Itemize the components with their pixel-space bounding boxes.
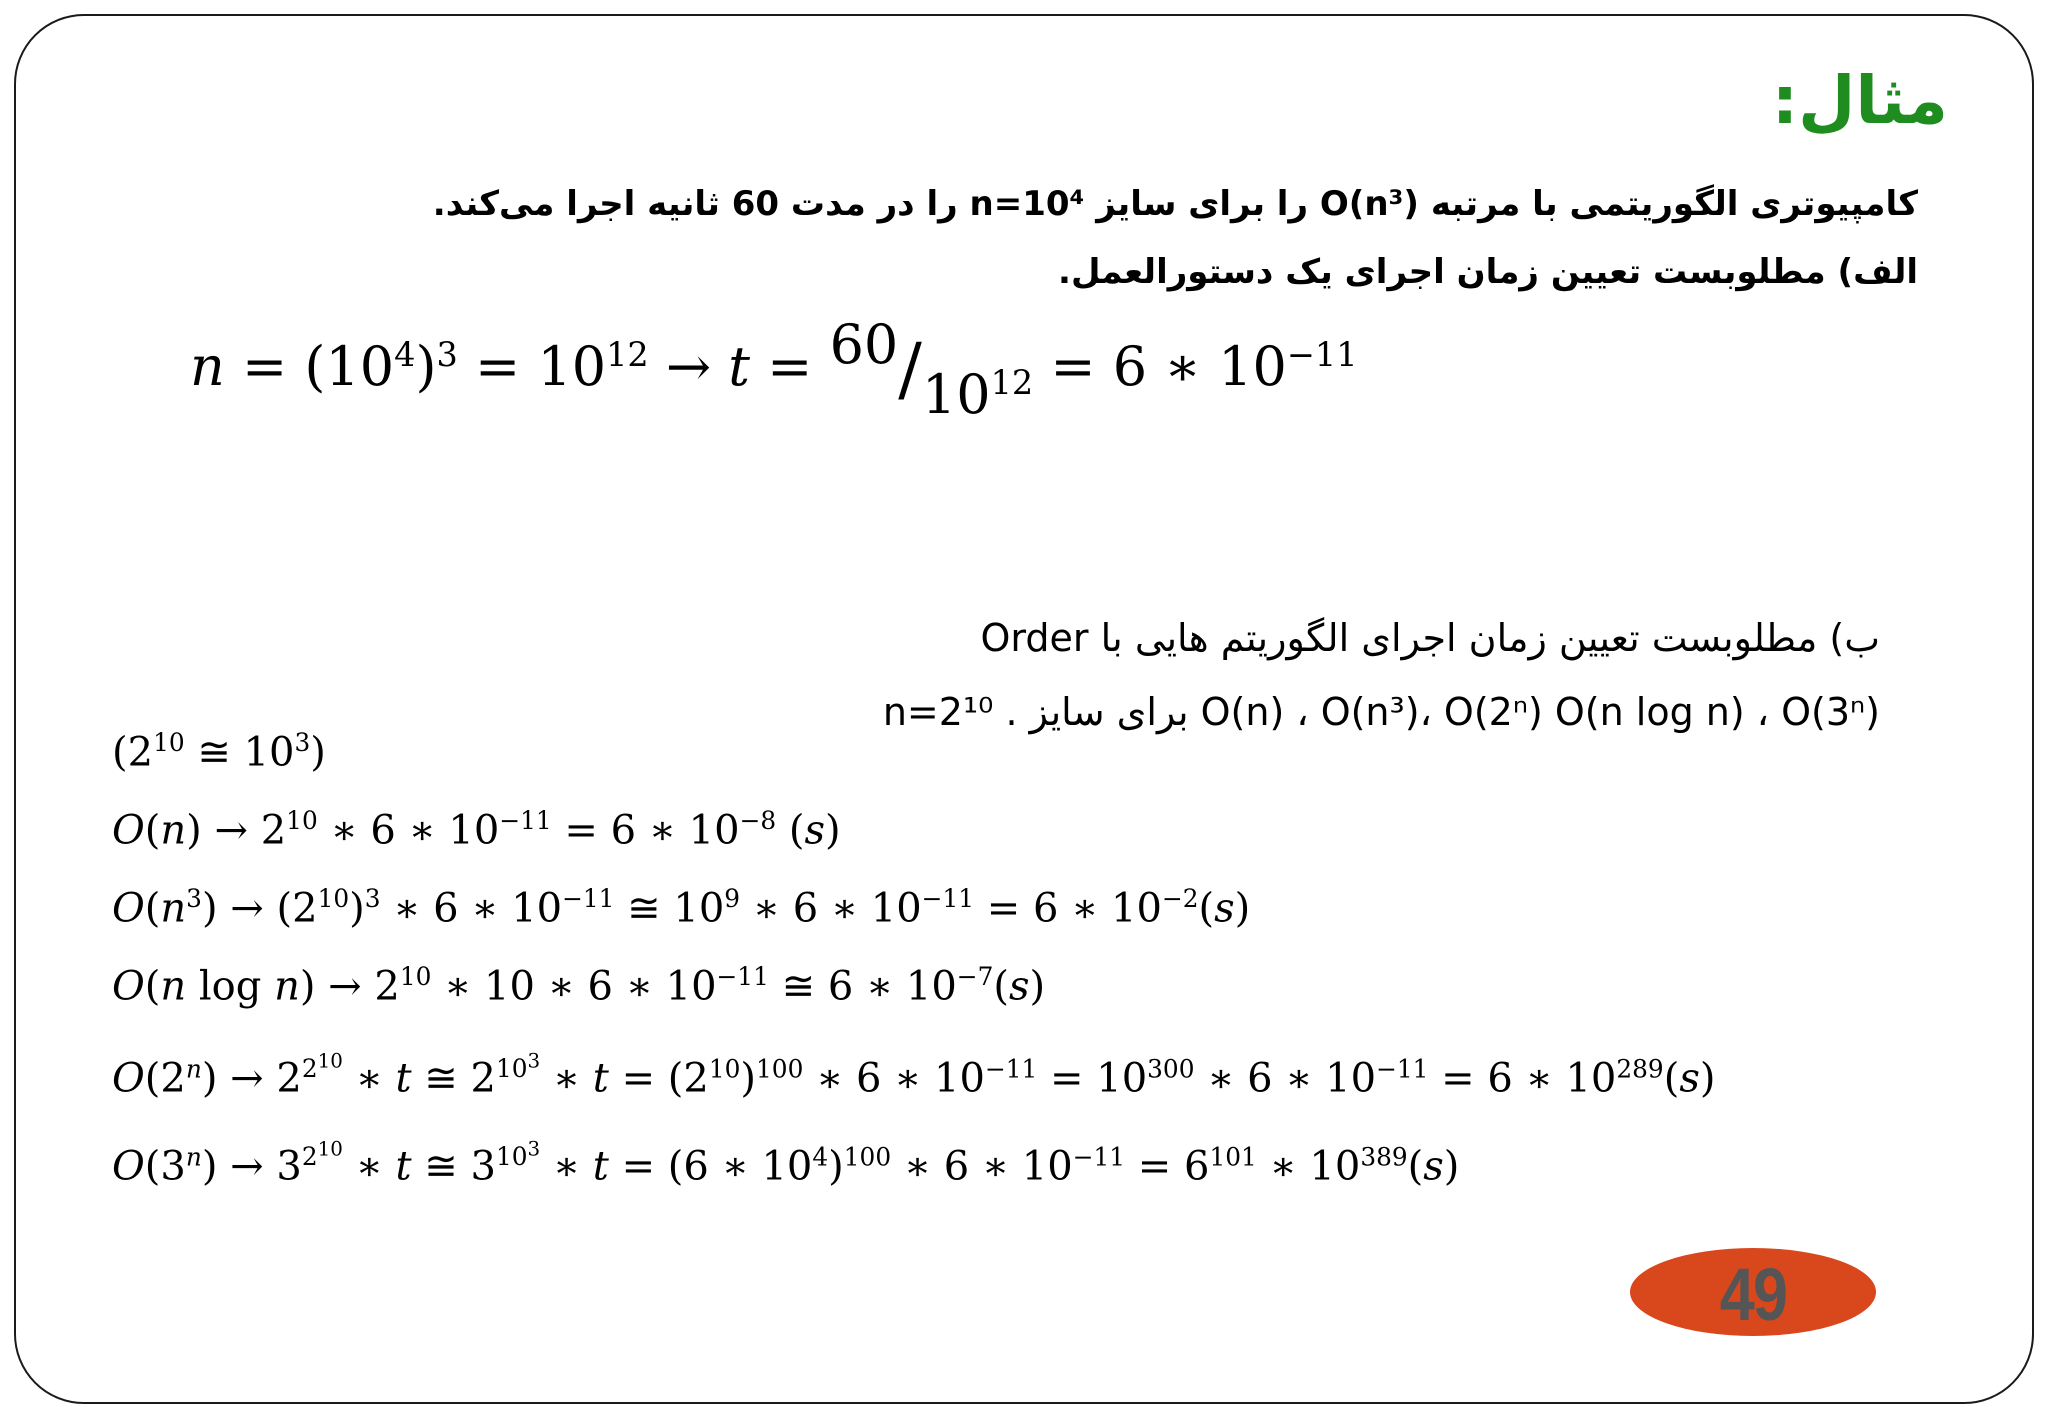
page-number-badge xyxy=(1630,1248,1876,1336)
problem-text-post: را در مدت 60 ثانیه اجرا می‌کند. xyxy=(432,184,958,224)
equation-o-3n: $O(3^n) \to 3^{2^{10}}$ ∗ t ≅ $3^{10^3}$ ∗ t = (6 ∗ $10^4)^{100}$ ∗ 6 ∗ $10^{-11} = 6^{101}$ ∗ $10^{389}(s)$ xyxy=(112,1138,1460,1190)
problem-text-pre: کامپیوتری الگوریتمی با مرتبه xyxy=(1430,184,1918,224)
approx-equation: ($2^{10}$ ≅ $10^3$) xyxy=(112,728,326,776)
part-a-question: الف) مطلوبست تعیین زمان اجرای یک دستورالعمل. xyxy=(1058,252,1918,292)
equation-o-2n: $O(2^n) \to 2^{2^{10}}$ ∗ t ≅ $2^{10^3}$ ∗ $t = (2^{10})^{100}$ ∗ 6 ∗ $10^{-11} = 10^{300}$ ∗ 6 ∗ $10^{-11} = 6$ ∗ $10^{289}(s)$ xyxy=(112,1050,1716,1102)
equation-o-n: $O(n) \to 2^{10}$ ∗ 6 ∗ $10^{-11} = 6$ ∗ $10^{-8}$ (s) xyxy=(112,806,841,854)
page-number: 49 xyxy=(1719,1253,1787,1336)
part-b-size-label: برای سایز xyxy=(1029,690,1189,734)
equation-o-n3: $O(n^3) \to (2^{10})^3$ ∗ 6 ∗ $10^{-11}$ ≅ $10^9$ ∗ 6 ∗ $10^{-11} = 6$ ∗ $10^{-2}(s)$ xyxy=(112,884,1251,932)
main-equation: $n = (10^4)^3 = 10^{12} \to t = 60/10^{12} = 6$ ∗ $10^{-11}$ xyxy=(190,313,1358,426)
part-b-orders: O(n) ، O(n³)، O(2ⁿ) O(n log n) ، O(3ⁿ) xyxy=(1200,690,1880,734)
part-b-question: ب) مطلوبست تعیین زمان اجرای الگوریتم هایی با Order xyxy=(980,616,1880,660)
part-b-size: n=2¹⁰ . xyxy=(882,690,1018,734)
part-b-orders-line xyxy=(883,690,1880,734)
equation-o-nlogn: O(n $\log n) \to 2^{10}$ ∗ 10 ∗ 6 ∗ $10^{-11}$ ≅ 6 ∗ $10^{-7}(s)$ xyxy=(112,962,1046,1010)
problem-size: n=10⁴ xyxy=(969,184,1085,224)
problem-order: O(n³) xyxy=(1319,184,1419,224)
problem-statement xyxy=(433,184,1918,224)
problem-text-mid: را برای سایز xyxy=(1096,184,1309,224)
slide-title: مثال: xyxy=(1771,62,1948,139)
